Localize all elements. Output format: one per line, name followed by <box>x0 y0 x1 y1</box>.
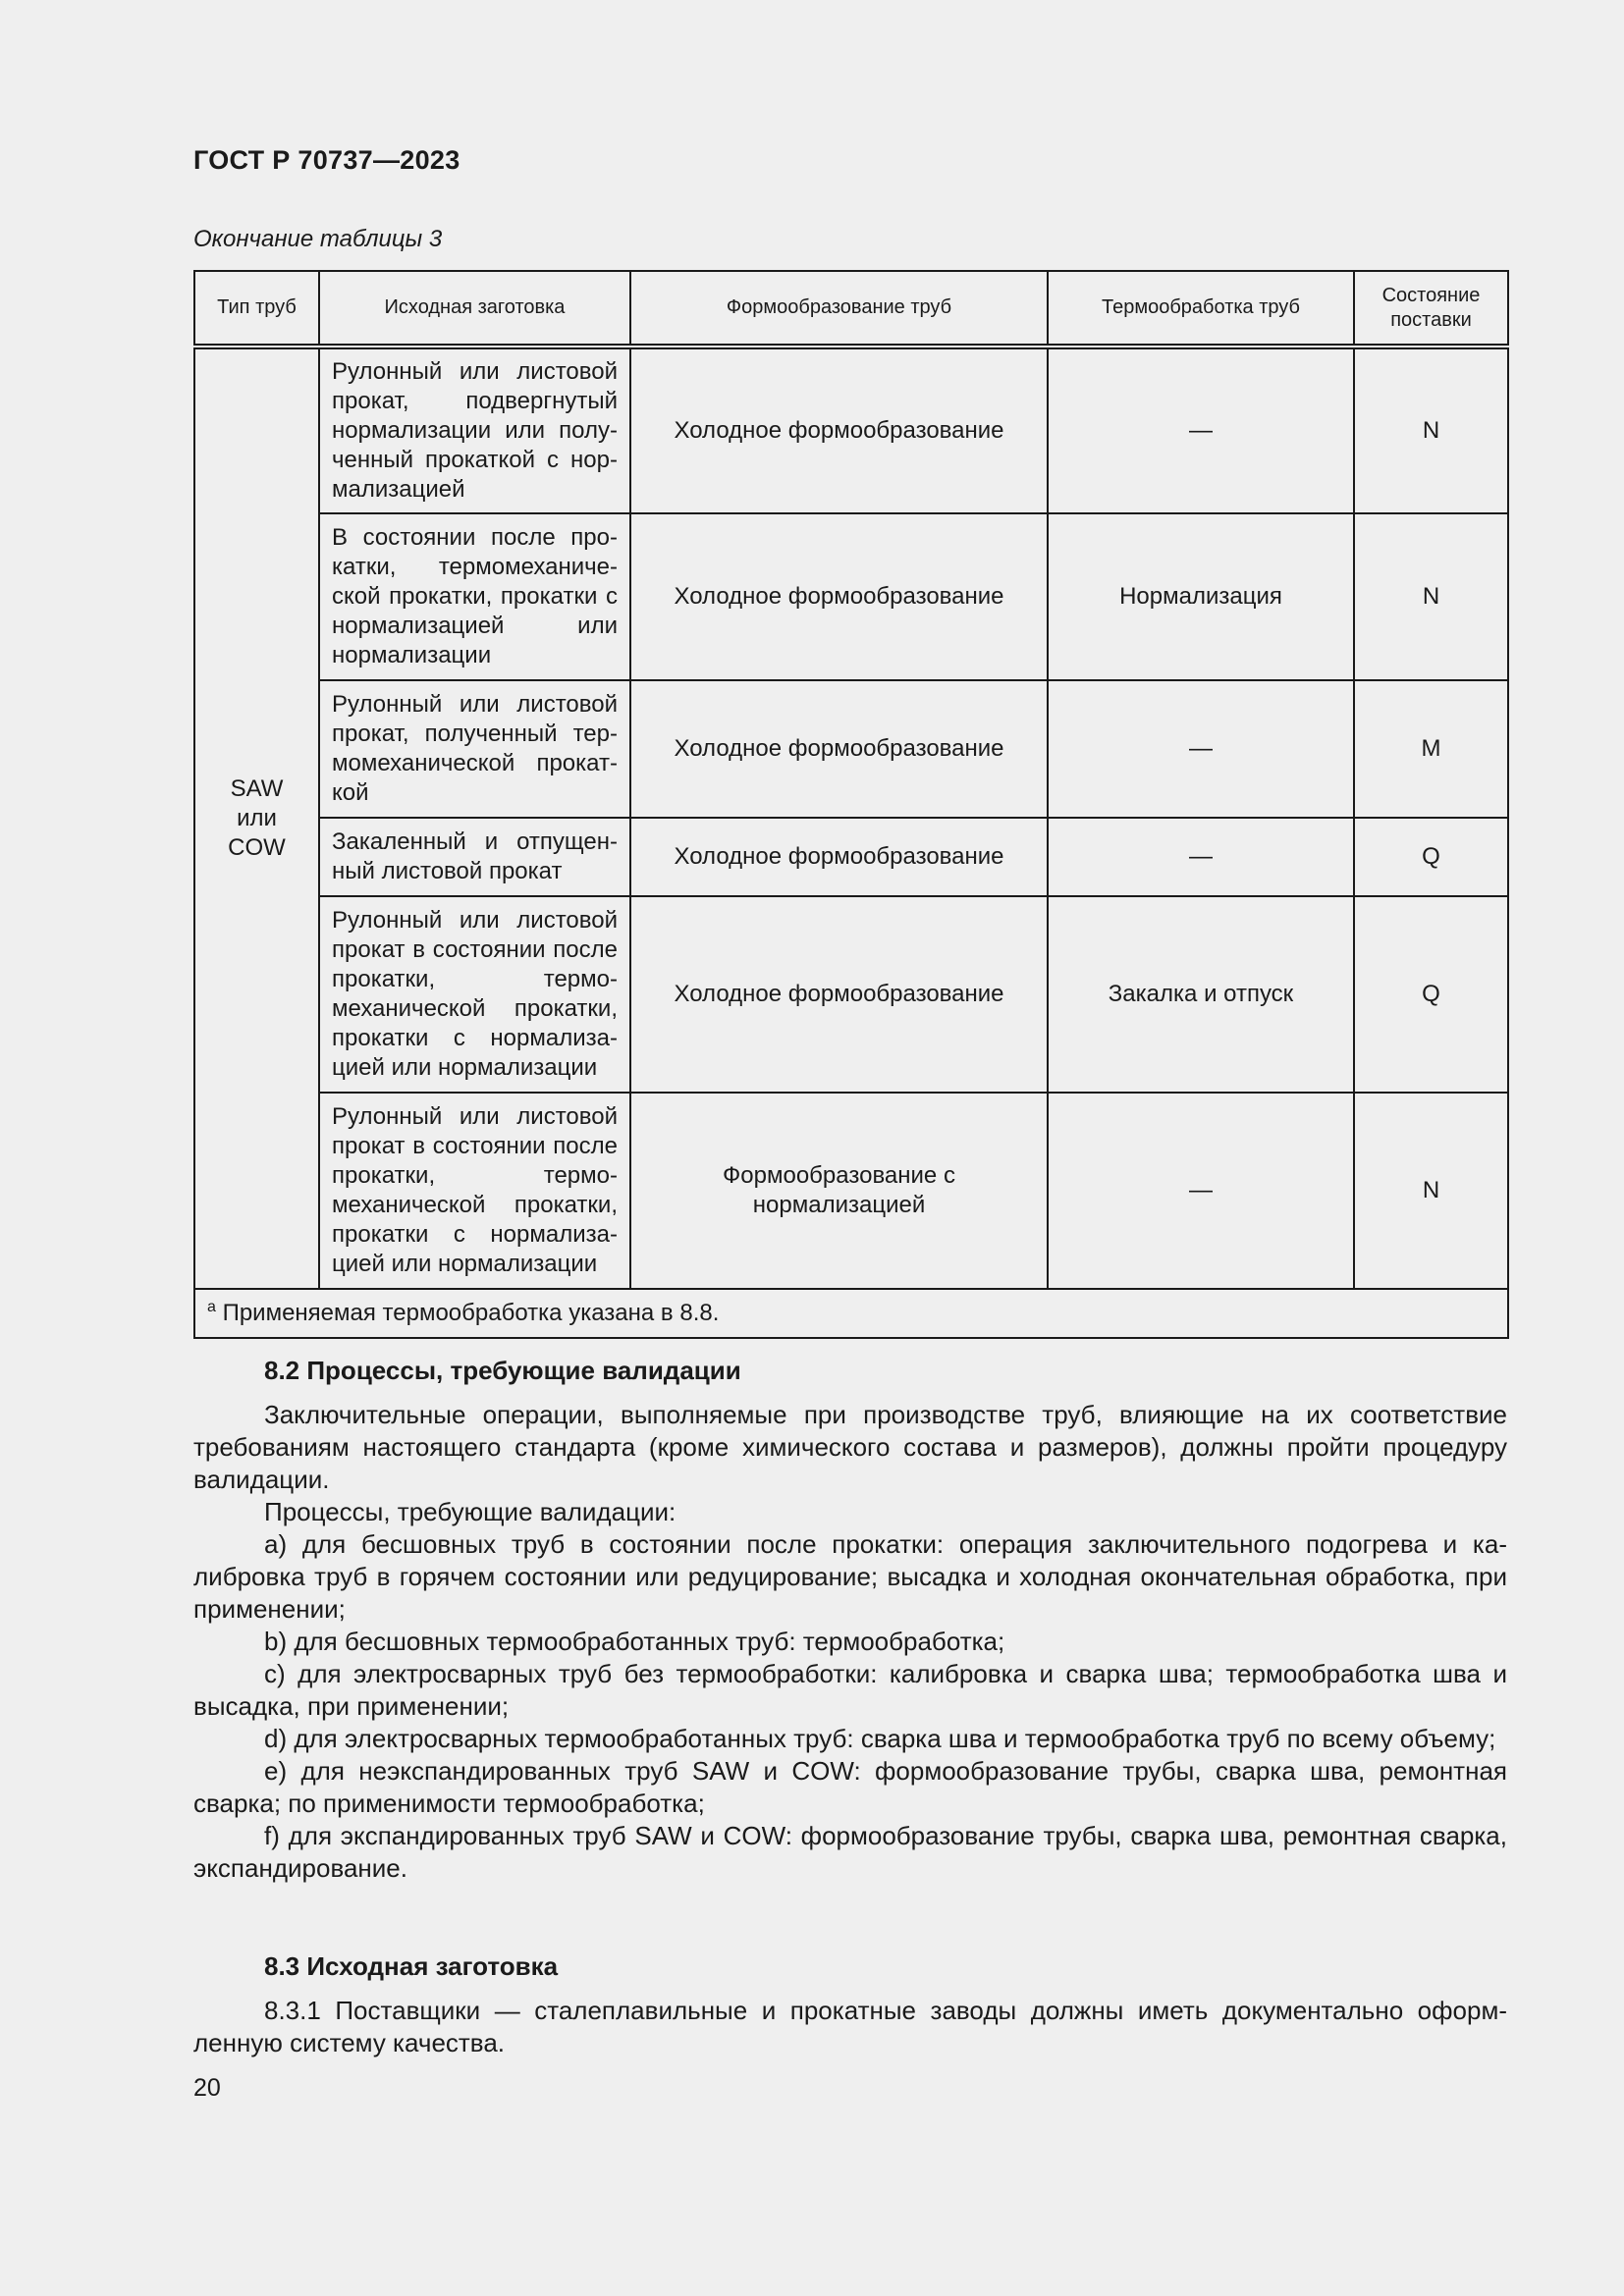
heat-cell: Нормализация <box>1048 513 1354 680</box>
footnote-cell <box>194 1289 1508 1338</box>
heat-cell: — <box>1048 347 1354 513</box>
document-id: ГОСТ Р 70737—2023 <box>193 145 460 175</box>
forming-cell: Холодное формообразование <box>630 896 1048 1093</box>
forming-cell: Холодное формообразование <box>630 680 1048 818</box>
forming-cell: Холодное формообразование <box>630 347 1048 513</box>
pipe-type-text: SAW или COW <box>228 775 286 861</box>
list-item: f) для экспандированных труб SAW и COW: формообразование трубы, сварка шва, ремонтная сварка, экспандирование. <box>193 1821 1507 1883</box>
blank-cell: Рулонный или листовой прокат в состоянии после прокатки, термомеханической прокатки, прокатки с нормализацией или нормализации <box>319 1093 630 1289</box>
footnote-row <box>194 1289 1508 1338</box>
state-cell: Q <box>1354 896 1508 1093</box>
table-row <box>194 1093 1508 1289</box>
forming-cell: Холодное формообразование <box>630 513 1048 680</box>
pipe-type-cell <box>194 347 319 1289</box>
page-number: 20 <box>193 2074 221 2102</box>
blank-cell: Рулонный или листовой прокат, полученный термомеханической прокаткой <box>319 680 630 818</box>
col-header-heat-treatment: Термообработка труб <box>1048 271 1354 347</box>
heat-cell: — <box>1048 680 1354 818</box>
col-header-pipe-type: Тип труб <box>194 271 319 347</box>
paragraph: Процессы, требующие валидации: <box>264 1497 677 1526</box>
table-row <box>194 818 1508 896</box>
list-item: b) для бесшовных термообработанных труб: термообработка; <box>264 1627 1005 1656</box>
state-cell: M <box>1354 680 1508 818</box>
heat-cell: — <box>1048 1093 1354 1289</box>
table-row <box>194 680 1508 818</box>
blank-cell: В состоянии после прокатки, термомеханической прокатки, прокатки с нормализацией или нормализации <box>319 513 630 680</box>
forming-cell <box>630 1093 1048 1289</box>
table-row <box>194 896 1508 1093</box>
col-header-blank: Исходная заготовка <box>319 271 630 347</box>
table-row <box>194 513 1508 680</box>
table-caption: Окончание таблицы 3 <box>193 226 443 252</box>
list-item: e) для неэкспандированных труб SAW и COW: формообразование трубы, сварка шва, ремонтная сварка; по применимости термообработка; <box>193 1756 1507 1818</box>
forming-cell: Холодное формообразование <box>630 818 1048 896</box>
state-cell: N <box>1354 1093 1508 1289</box>
list-item: a) для бесшовных труб в состоянии после прокатки: операция заключительного подогрева и калибровка труб в горячем состоянии или редуцирование; высадка и холодная окончательная обработка, при применении; <box>193 1529 1507 1624</box>
table-3 <box>193 270 1509 1339</box>
heat-cell: Закалка и отпуск <box>1048 896 1354 1093</box>
paragraph: 8.3.1 Поставщики — сталеплавильные и прокатные заводы должны иметь документально оформленную систему качества. <box>193 1996 1507 2057</box>
state-cell: Q <box>1354 818 1508 896</box>
paragraph: Заключительные операции, выполняемые при производстве труб, влияющие на их соответствие требованиям настоящего стандарта (кроме химического состава и размеров), должны пройти процедуру валидации. <box>193 1400 1507 1494</box>
list-item: c) для электросварных труб без термообработки: калибровка и сварка шва; термообработка шва и высадка, при применении; <box>193 1659 1507 1721</box>
col-header-delivery-state: Состояние поставки <box>1354 271 1508 347</box>
section-8-3 <box>193 1950 1507 2059</box>
blank-cell: Рулонный или листовой прокат, подвергнутый нормализации или полученный прокаткой с нормализацией <box>319 347 630 513</box>
heat-cell: — <box>1048 818 1354 896</box>
state-cell: N <box>1354 513 1508 680</box>
table-row <box>194 347 1508 513</box>
forming-text: Формообразование с нормализацией <box>723 1162 955 1218</box>
section-heading: 8.3 Исходная заготовка <box>264 1951 559 1981</box>
section-8-2 <box>193 1355 1507 1885</box>
table-header-row <box>194 271 1508 347</box>
footnote-marker: a <box>207 1299 216 1315</box>
state-cell: N <box>1354 347 1508 513</box>
footnote-text: Применяемая термообработка указана в 8.8. <box>222 1300 720 1326</box>
col-header-forming: Формообразование труб <box>630 271 1048 347</box>
list-item: d) для электросварных термообработанных труб: сварка шва и термообработка труб по всему объему; <box>264 1724 1496 1753</box>
section-heading: 8.2 Процессы, требующие валидации <box>264 1356 741 1385</box>
blank-cell: Рулонный или листовой прокат в состоянии после прокатки, термомеханической прокатки, прокатки с нормализацией или нормализации <box>319 896 630 1093</box>
blank-cell: Закаленный и отпущенный листовой прокат <box>319 818 630 896</box>
